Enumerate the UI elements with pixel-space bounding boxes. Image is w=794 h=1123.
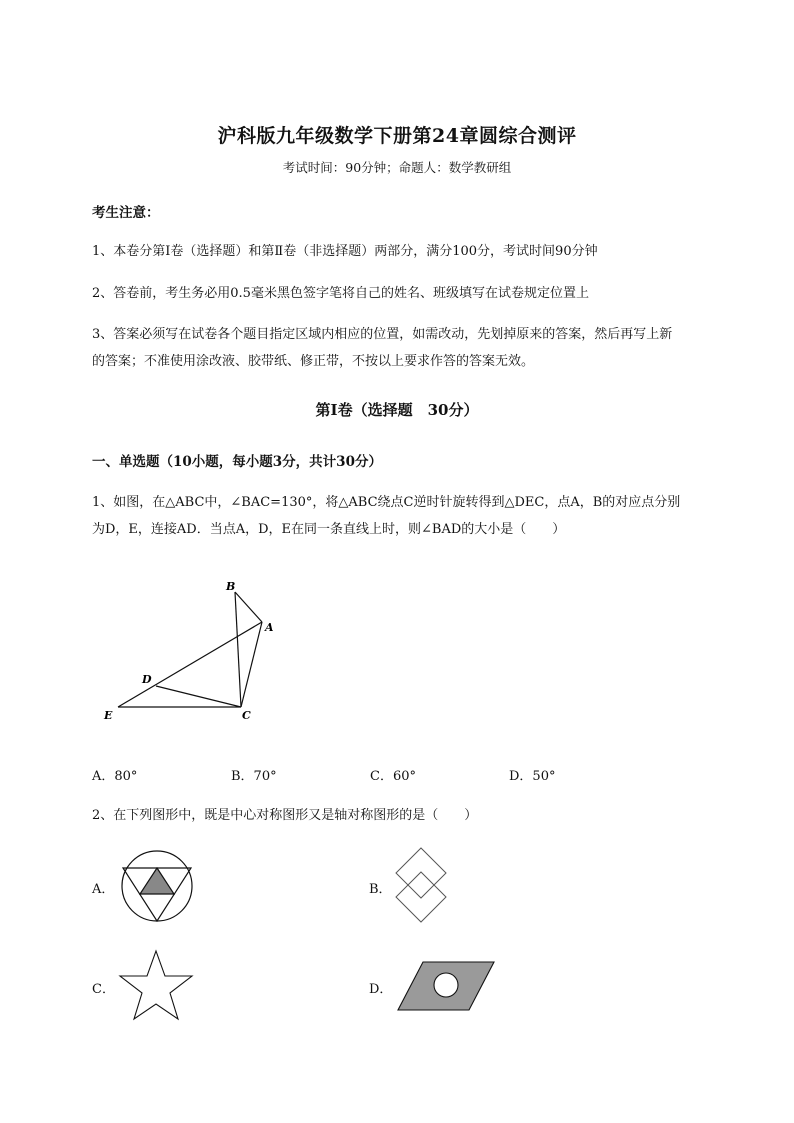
q1-option-c[interactable]: C．60° xyxy=(370,769,416,784)
section-title: 第Ⅰ卷（选择题 30分） xyxy=(315,401,479,419)
q2-option-c[interactable]: C． xyxy=(92,982,115,997)
notice-item-3-cont: 的答案；不准使用涂改液、胶带纸、修正带，不按以上要求作答的答案无效。 xyxy=(92,354,535,369)
q1-text-line1: 1、如图，在△ABC中，∠BAC=130°，将△ABC绕点C逆时针旋转得到△DEC，点A，B的对应点分别 xyxy=(92,495,681,510)
q1-option-d[interactable]: D．50° xyxy=(509,769,556,784)
q1-option-a[interactable]: A．80° xyxy=(92,769,138,784)
notice-heading: 考生注意： xyxy=(92,205,160,221)
label-A: A xyxy=(265,621,274,634)
notice-item-2: 2、答卷前，考生务必用0.5毫米黑色签字笔将自己的姓名、班级填写在试卷规定位置上 xyxy=(92,286,589,301)
q1-option-b[interactable]: B．70° xyxy=(231,769,277,784)
page-title: 沪科版九年级数学下册第24章圆综合测评 xyxy=(217,125,577,147)
label-E: E xyxy=(104,709,113,722)
part-heading: 一、单选题（10小题，每小题3分，共计30分） xyxy=(92,454,382,470)
exam-info: 考试时间：90分钟；命题人：数学教研组 xyxy=(282,160,512,175)
q1-text-line2: 为D，E，连接AD．当点A，D，E在同一条直线上时，则∠BAD的大小是（ ） xyxy=(92,522,566,537)
label-D: D xyxy=(142,673,152,686)
label-C: C xyxy=(242,709,251,722)
notice-item-3: 3、答案必须写在试卷各个题目指定区域内相应的位置，如需改动，先划掉原来的答案，然后再写上新 xyxy=(92,327,673,342)
q2-option-a[interactable]: A． xyxy=(92,882,115,897)
q2-option-b[interactable]: B． xyxy=(369,882,392,897)
notice-item-1: 1、本卷分第Ⅰ卷（选择题）和第Ⅱ卷（非选择题）两部分，满分100分，考试时间90分钟 xyxy=(92,244,598,259)
label-B: B xyxy=(226,580,236,593)
q2-text: 2、在下列图形中，既是中心对称图形又是轴对称图形的是（ ） xyxy=(92,808,478,823)
q2-option-d[interactable]: D． xyxy=(369,982,393,997)
